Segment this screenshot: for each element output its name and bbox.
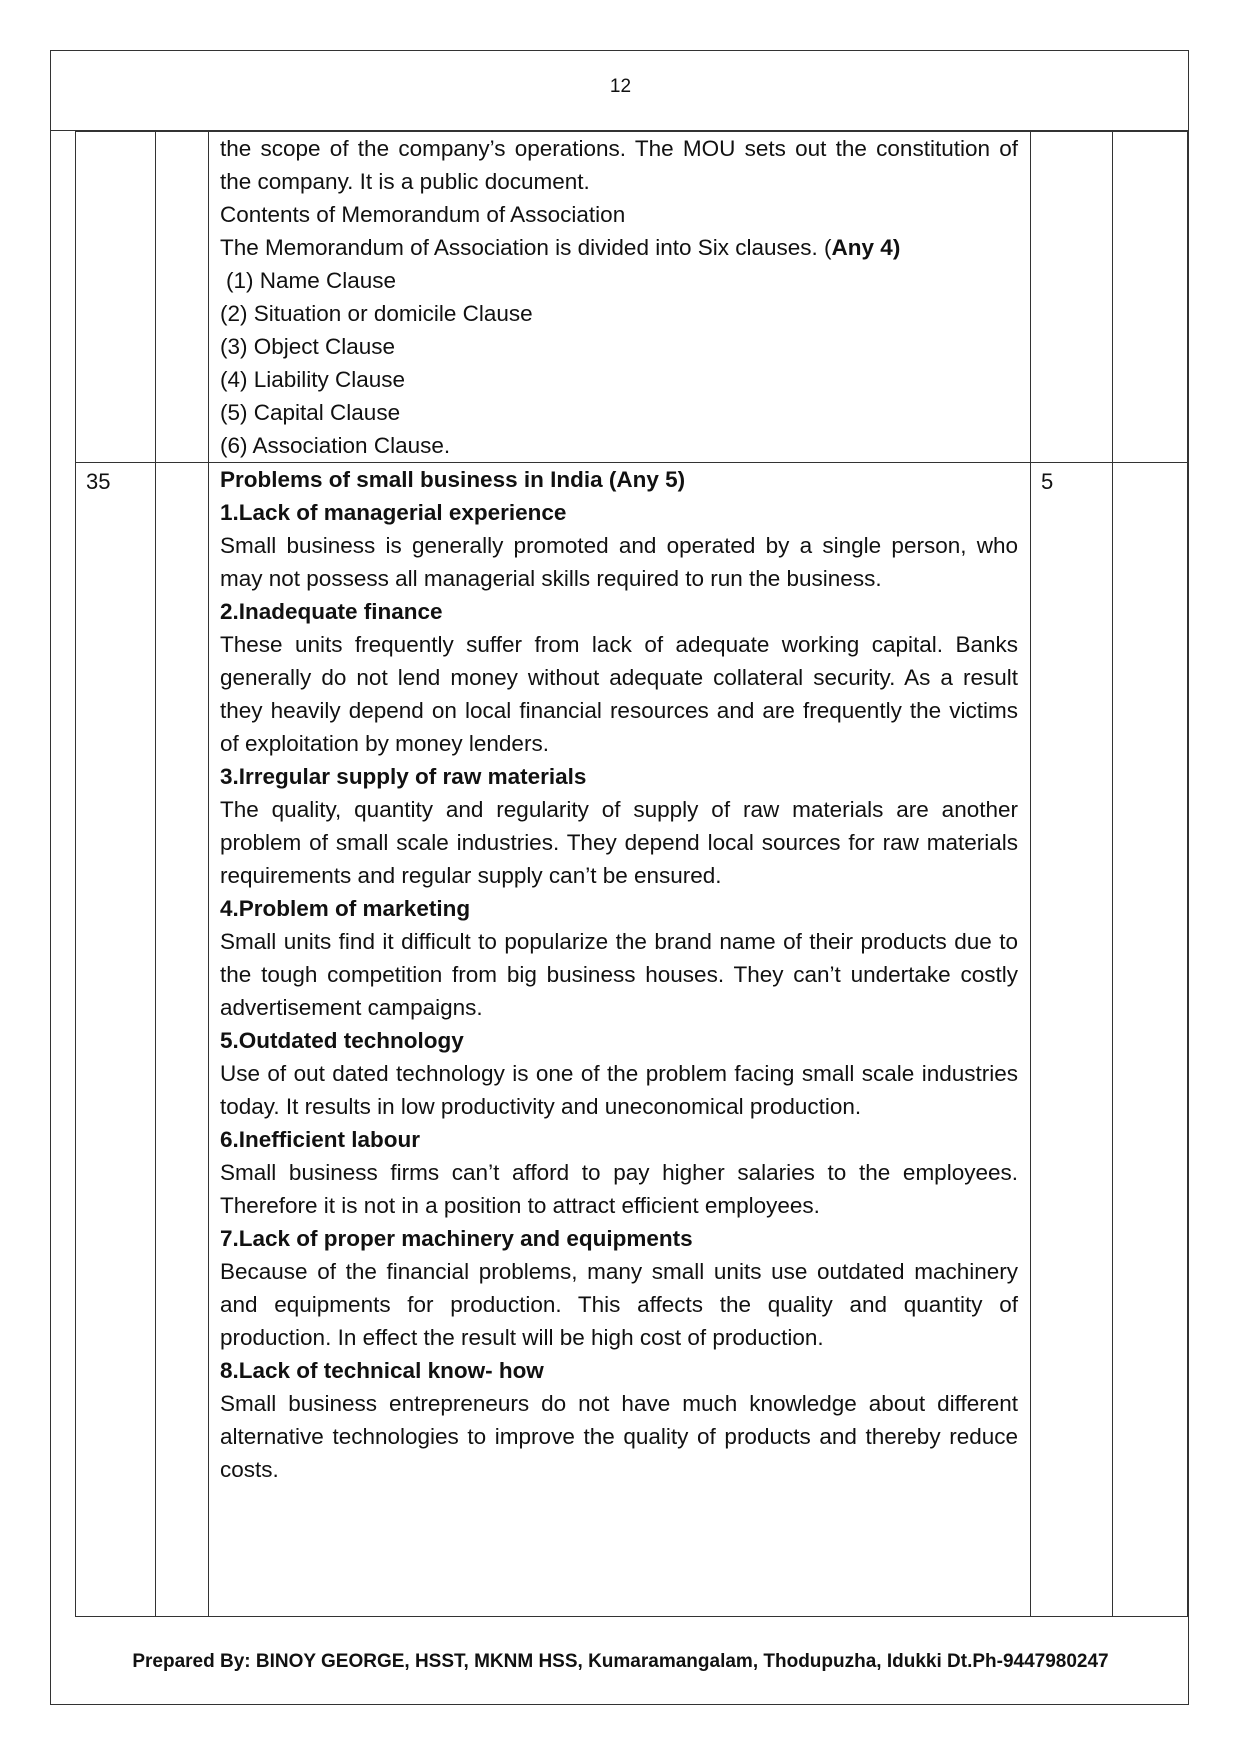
clause-item: (3) Object Clause bbox=[220, 334, 396, 359]
clause-item: (1) Name Clause bbox=[226, 268, 397, 293]
table-row bbox=[76, 132, 1188, 463]
table-row bbox=[76, 463, 1188, 1617]
point-text: These units frequently suffer from lack of adequate working capital. Banks generally do not lend money without adequate collateral security. As a result they heavily depend on local financial resources and are frequently the victims of exploitation by money lenders. bbox=[220, 632, 1018, 756]
question-number-cell bbox=[76, 132, 156, 463]
marks-cell bbox=[1031, 132, 1113, 463]
footer-credit: Prepared By: BINOY GEORGE, HSST, MKNM HSS, Kumaramangalam, Thodupuzha, Idukki Dt.Ph-9447980247 bbox=[132, 1651, 1109, 1672]
blank-cell bbox=[1113, 463, 1188, 1617]
clause-item: (5) Capital Clause bbox=[220, 400, 401, 425]
blank-cell bbox=[1113, 132, 1188, 463]
point-text: Small units find it difficult to popularize the brand name of their products due to the tough competition from big business houses. They can’t undertake costly advertisement campaigns. bbox=[220, 929, 1018, 1020]
answer-cell bbox=[209, 132, 1031, 463]
clause-item: (6) Association Clause. bbox=[220, 433, 451, 458]
point-text: Small business is generally promoted and operated by a single person, who may not possess all managerial skills required to run the business. bbox=[220, 533, 1018, 591]
point-text: Because of the financial problems, many small units use outdated machinery and equipments for production. This affects the quality and quantity of production. In effect the result will be high cost of production. bbox=[220, 1259, 1018, 1350]
marks-cell: 5 bbox=[1031, 463, 1113, 1617]
answer-paragraph: the scope of the company’s operations. The MOU sets out the constitution of the company. It is a public document. bbox=[220, 136, 1018, 194]
clauses-intro: The Memorandum of Association is divided into Six clauses. (Any 4) bbox=[220, 235, 901, 260]
point-text: Use of out dated technology is one of the problem facing small scale industries today. It results in low productivity and uneconomical production. bbox=[220, 1061, 1018, 1119]
point-text: Small business entrepreneurs do not have much knowledge about different alternative technologies to improve the quality of products and thereby reduce costs. bbox=[220, 1391, 1018, 1482]
point-text: Small business firms can’t afford to pay higher salaries to the employees. Therefore it is not in a position to attract efficient employees. bbox=[220, 1160, 1018, 1218]
point-heading: 3.Irregular supply of raw materials bbox=[220, 764, 587, 789]
blank-cell bbox=[156, 132, 209, 463]
point-heading: 7.Lack of proper machinery and equipments bbox=[220, 1226, 693, 1251]
point-heading: 2.Inadequate finance bbox=[220, 599, 443, 624]
answer-title: Problems of small business in India (Any 5) bbox=[220, 467, 686, 492]
answer-cell bbox=[209, 463, 1031, 1617]
clause-item: (4) Liability Clause bbox=[220, 367, 406, 392]
point-heading: 4.Problem of marketing bbox=[220, 896, 471, 921]
blank-cell bbox=[156, 463, 209, 1617]
point-text: The quality, quantity and regularity of supply of raw materials are another problem of small scale industries. They depend local sources for raw materials requirements and regular supply can’t be ensured. bbox=[220, 797, 1018, 888]
question-number-cell: 35 bbox=[76, 463, 156, 1617]
point-heading: 5.Outdated technology bbox=[220, 1028, 464, 1053]
answer-paragraph: Contents of Memorandum of Association bbox=[220, 202, 626, 227]
point-heading: 6.Inefficient labour bbox=[220, 1127, 421, 1152]
point-heading: 1.Lack of managerial experience bbox=[220, 500, 567, 525]
point-heading: 8.Lack of technical know- how bbox=[220, 1358, 544, 1383]
answer-table bbox=[75, 131, 1188, 1617]
clause-item: (2) Situation or domicile Clause bbox=[220, 301, 533, 326]
page-number: 12 bbox=[609, 76, 632, 97]
